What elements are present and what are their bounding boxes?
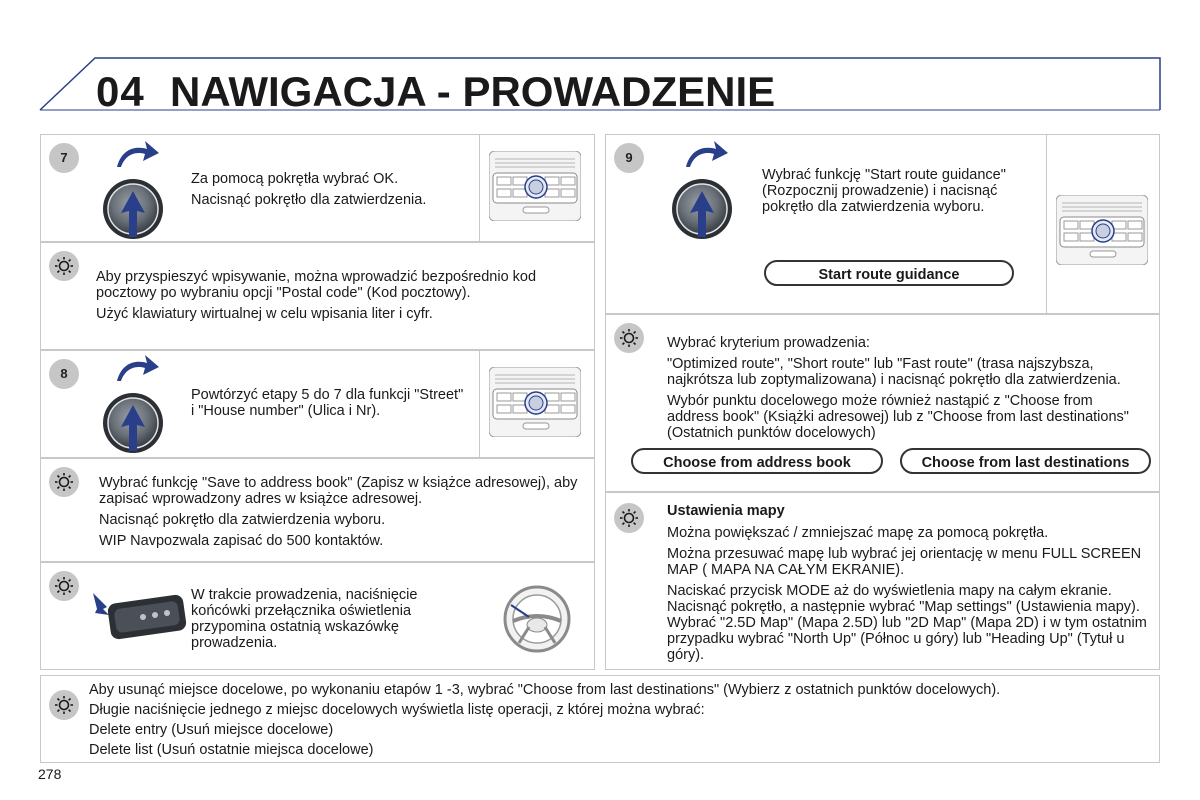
tip-save-box (40, 458, 595, 562)
step-9-text (762, 167, 1034, 220)
tip-icon (614, 323, 644, 353)
choose-from-last-destinations-button[interactable]: Choose from last destinations (900, 448, 1151, 474)
rotary-knob-icon (103, 139, 165, 243)
tip-map-title: Ustawienia mapy (667, 503, 785, 519)
tip-postal-line-2: Użyć klawiatury wirtualnej w celu wpisania liter i cyfr. (96, 306, 433, 322)
control-panel-icon (489, 367, 581, 437)
tip-icon (614, 503, 644, 533)
step-7-line-1: Za pomocą pokrętła wybrać OK. (191, 171, 399, 187)
rotary-knob-icon (672, 139, 734, 243)
tip-save-line-3: WIP Navpozwala zapisać do 500 kontaktów. (99, 533, 384, 549)
tip-lighting-line-1: W trakcie prowadzenia, naciśnięcie końcówki przełącznika oświetlenia przypomina ostatnią wskazówkę prowadzenia. (191, 587, 418, 651)
tip-map-box (605, 492, 1160, 670)
step-8-badge: 8 (49, 359, 79, 389)
tip-postal-line-1: Aby przyspieszyć wpisywanie, można wprowadzić bezpośrednio kod pocztowy po wybraniu opcji "Postal code" (Kod pocztowy). (96, 269, 537, 301)
tip-map-line-1: Można powiększać / zmniejszać mapę za pomocą pokrętła. (667, 525, 1049, 541)
step-9-badge: 9 (614, 143, 644, 173)
tip-icon (49, 690, 79, 720)
tip-icon (49, 571, 79, 601)
tip-postal-box (40, 242, 595, 350)
start-route-guidance-button[interactable]: Start route guidance (764, 260, 1014, 286)
tip-delete-line-4: Delete list (Usuń ostatnie miejsca docelowe) (89, 742, 374, 758)
control-panel-icon (1056, 195, 1148, 265)
tip-criteria-line-3: Wybór punktu docelowego może również nastąpić z "Choose from address book" (Książki adresowej) lub z "Choose from last destinations" (Ostatnich punktów docelowych) (667, 393, 1129, 441)
divider (1046, 135, 1047, 313)
tip-lighting-text (191, 587, 461, 656)
rotary-knob-icon (103, 353, 165, 457)
tip-criteria-line-1: Wybrać kryterium prowadzenia: (667, 335, 870, 351)
tip-delete-line-3: Delete entry (Usuń miejsce docelowe) (89, 722, 334, 738)
step-9-line-1: Wybrać funkcję "Start route guidance" (Rozpocznij prowadzenie) i nacisnąć pokrętło dla zatwierdzenia wyboru. (762, 167, 1006, 215)
choose-from-address-book-button[interactable]: Choose from address book (631, 448, 883, 474)
control-panel-icon (489, 151, 581, 221)
step-7-badge: 7 (49, 143, 79, 173)
tip-criteria-text (667, 335, 1147, 446)
tip-criteria-box (605, 314, 1160, 492)
step-7-text (191, 171, 471, 213)
tip-delete-line-2: Długie naciśnięcie jednego z miejsc docelowych wyświetla listę operacji, z której można wybrać: (89, 702, 705, 718)
tip-save-line-2: Nacisnąć pokrętło dla zatwierdzenia wyboru. (99, 512, 386, 528)
tip-delete-line-1: Aby usunąć miejsce docelowe, po wykonaniu etapów 1 -3, wybrać "Choose from last destinations" (Wybierz z ostatnich punktów docelowych). (89, 682, 1001, 698)
tip-save-line-1: Wybrać funkcję "Save to address book" (Zapisz w książce adresowej), aby zapisać wprowadzony adres w książce adresowej. (99, 475, 578, 507)
tip-icon (49, 251, 79, 281)
step-7-line-2: Nacisnąć pokrętło dla zatwierdzenia. (191, 192, 427, 208)
chapter-number: 04 (96, 68, 145, 115)
tip-delete-box (40, 675, 1160, 763)
steering-wheel-icon (499, 581, 575, 657)
page-number: 278 (38, 766, 62, 782)
tip-icon (49, 467, 79, 497)
step-8-line-1: Powtórzyć etapy 5 do 7 dla funkcji "Street" i "House number" (Ulica i Nr). (191, 387, 464, 419)
step-8-text (191, 387, 466, 424)
step-7-box (40, 134, 595, 242)
tip-map-line-3: Naciskać przycisk MODE aż do wyświetlenia mapy na całym ekranie. Nacisnąć pokrętło, a następnie wybrać "Map settings" (Ustawienia mapy). Wybrać "2.5D Map" (Mapa 2.5D) lub "2D Map" (Mapa 2D) i w tym ostatnim przypadku wybrać "North Up" (Północ u góry) lub "Heading Up" (Tytuł u góry). (667, 583, 1147, 663)
lighting-stalk-icon (89, 585, 189, 655)
tip-map-text (667, 503, 1147, 663)
divider (479, 135, 480, 241)
tip-criteria-line-2: "Optimized route", "Short route" lub "Fast route" (trasa najszybsza, najkrótsza lub zoptymalizowana) i nacisnąć pokrętło dla zatwierdzenia. (667, 356, 1121, 388)
tip-save-text (99, 475, 584, 554)
step-9-box (605, 134, 1160, 314)
tip-delete-text (89, 682, 1149, 758)
tip-map-line-2: Można przesuwać mapę lub wybrać jej orientację w menu FULL SCREEN MAP ( MAPA NA CAŁYM EKRANIE). (667, 546, 1142, 578)
tip-lighting-box (40, 562, 595, 670)
chapter-title: NAWIGACJA - PROWADZENIE (170, 68, 776, 115)
tip-postal-text (96, 269, 576, 327)
step-8-box (40, 350, 595, 458)
divider (479, 351, 480, 457)
